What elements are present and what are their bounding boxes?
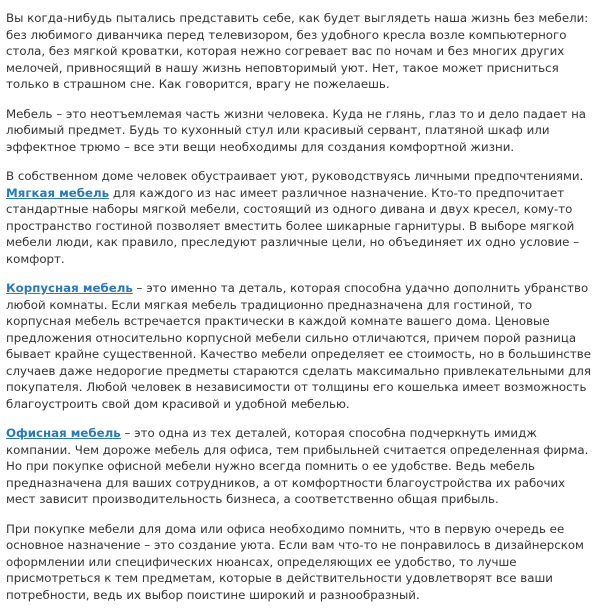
paragraph-office-furniture: [6, 425, 592, 508]
paragraph-text: – это именно та деталь, которая способна удачно дополнить убранство любой комнаты. Если мягкая мебель традиционно предназначена для гостиной, то корпусная мебель встречается практически в каждой комнате вашего дома. Ценовые предложения относительно корпусной мебели сильно отличаются, причем порой разница бывает крайне существенной. Качество мебели определяет ее стоимость, но в большинстве случаев даже недорогие предметы стараются сделать максимально привлекательными для покупателя. Любой человек в независимости от толщины его кошелька имеет возможность благоустроить свой дом красивой и удобной мебелью.: [6, 281, 592, 411]
paragraph-furniture-importance: Мебель – это неотъемлемая часть жизни человека. Куда не глянь, глаз то и дело падает на любимый предмет. Будь то кухонный стул или красивый сервант, платяной шкаф или эффектное трюмо – все эти вещи необходимы для создания комфортной жизни.: [6, 106, 587, 154]
link-office-furniture[interactable]: Офисная мебель: [6, 426, 121, 440]
link-cabinet-furniture[interactable]: Корпусная мебель: [6, 281, 133, 295]
link-soft-furniture[interactable]: Мягкая мебель: [6, 185, 110, 200]
paragraph-text: В собственном доме человек обустраивает уют, руководствуясь личными предпочтениями.: [6, 169, 584, 183]
paragraph-intro: Вы когда-нибудь пытались представить себе, как будет выглядеть наша жизнь без мебели: без любимого диванчика перед телевизором, без удобного кресла возле компьютерного стола, без мягкой кроватки, которая нежно согревает вас по ночам и без многих других мелочей, привносящий в нашу жизнь неповторимый уют. Нет, такое может присниться только в страшном сне. Как говорится, врагу не пожелаешь.: [6, 11, 589, 91]
paragraph-text: – это одна из тех деталей, которая способна подчеркнуть имидж компании. Чем дороже мебель для офиса, тем прибыльней считается определенная фирма. Но при покупке офисной мебели нужно всегда помнить о ее удобстве. Ведь мебель предназначена для ваших сотрудников, а от комфортности благоустройства их рабочих мест зависит производительность бизнеса, а соответственно общая прибыль.: [6, 426, 589, 506]
article-body: [6, 10, 592, 616]
paragraph-cabinet-furniture: [6, 280, 592, 412]
paragraph-text: для каждого из нас имеет различное назначение. Кто-то предпочитает стандартные наборы мягкой мебели, состоящий из одного дивана и двух кресел, кому-то пространство гостиной позволяет вместить более шикарные гарнитуры. В выборе мягкой мебели люди, как правило, преследуют различные цели, но объединяет их одно условие – комфорт.: [6, 185, 580, 266]
paragraph-soft-furniture: [6, 168, 592, 267]
paragraph-conclusion: При покупке мебели для дома или офиса необходимо помнить, что в первую очередь ее основное назначение – это создание уюта. Если вам что-то не понравилось в дизайнерском оформлении или специфических нюансах, определяющих ее удобство, то лучше присмотреться к тем предметам, которые в действительности удовлетворят все ваши потребности, ведь их выбор поистине широкий и разнообразный.: [6, 521, 584, 602]
